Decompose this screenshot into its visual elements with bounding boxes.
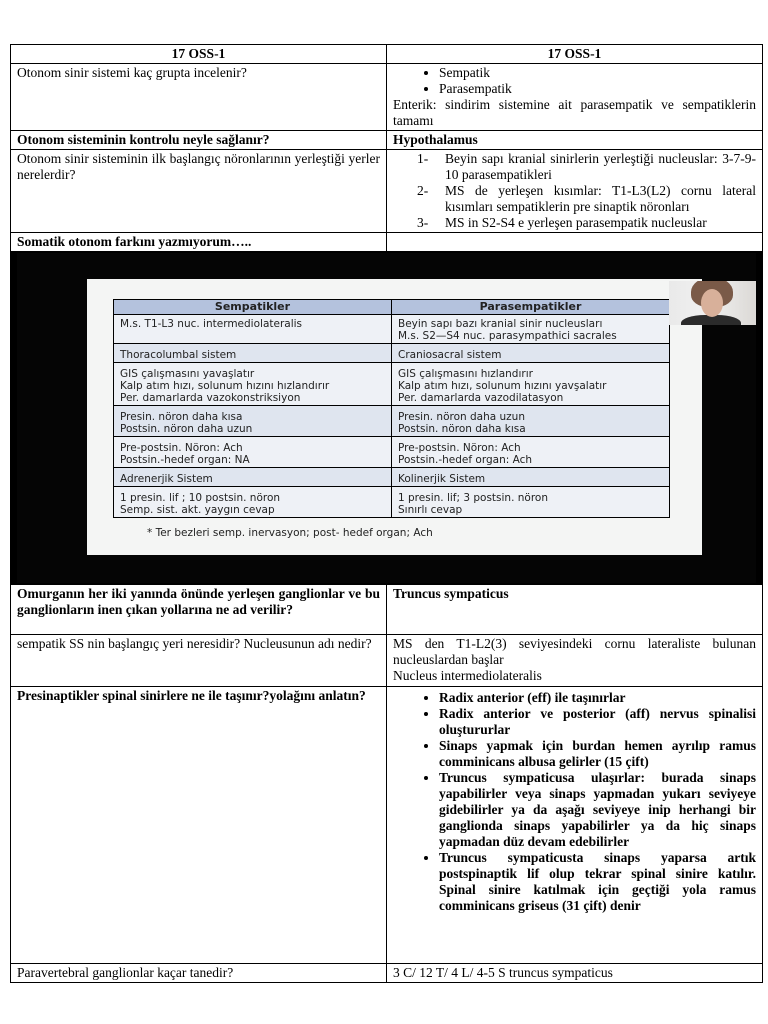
slide-screenshot <box>17 253 756 583</box>
slide-cell-parasympathetic: GIS çalışmasını hızlandırır Kalp atım hızı, solunum hızını yavşalatır Per. damarlarda vazodilatasyon <box>392 363 670 406</box>
slide-cell-sympathetic: Presin. nöron daha kısa Postsin. nöron daha uzun <box>114 406 392 437</box>
slide-cell-sympathetic: Thoracolumbal sistem <box>114 344 392 363</box>
question-cell: Presinaptikler spinal sinirlere ne ile taşınır?yolağını anlatın? <box>11 687 387 964</box>
slide-header-sympathetic: Sempatikler <box>114 300 392 315</box>
list-item: • Parasempatik <box>439 81 756 97</box>
answer-cell <box>387 64 763 131</box>
slide-header-parasympathetic: Parasempatikler <box>392 300 670 315</box>
answer-cell: Truncus sympaticus <box>387 585 763 635</box>
answer-cell <box>387 635 763 687</box>
answer-list <box>393 65 756 97</box>
question-cell: Otonom sinir sistemi kaç grupta incelenir? <box>11 64 387 131</box>
slide-cell-sympathetic: GIS çalışmasını yavaşlatır Kalp atım hızı, solunum hızını hızlandırır Per. damarlarda vazokonstriksiyon <box>114 363 392 406</box>
table-row <box>11 233 763 252</box>
list-item: • Truncus sympaticusa ulaşırlar: burada sinaps yapabilirler veya sinaps yapmadan yukarı seviyeye gidebilirler ya da aşağı seviyeye inip herhangi bir ganglionda sinaps yapabilirler ya da hiç sinaps yapmadan düz devam edebilirler <box>439 770 756 850</box>
question-cell: sempatik SS nin başlangıç yeri neresidir? Nucleusunun adı nedir? <box>11 635 387 687</box>
slide-cell-parasympathetic: Beyin sapı bazı kranial sinir nucleusları M.s. S2—S4 nuc. parasympathici sacrales <box>392 315 670 344</box>
list-item: • Sempatik <box>439 65 756 81</box>
list-item: • Sinaps yapmak için burdan hemen ayrılıp ramus comminicans albusa gelirler (15 çift) <box>439 738 756 770</box>
answer-cell: Hypothalamus <box>387 131 763 150</box>
answer-numbered-list <box>393 151 756 231</box>
slide-cell-sympathetic: Pre-postsin. Nöron: Ach Postsin.-hedef organ: NA <box>114 437 392 468</box>
slide-cell-sympathetic: M.s. T1-L3 nuc. intermediolateralis <box>114 315 392 344</box>
slide-table-row <box>114 437 670 468</box>
comparison-slide <box>87 279 702 555</box>
table-row <box>11 687 763 964</box>
column-header-right: 17 OSS-1 <box>387 45 763 64</box>
slide-cell-parasympathetic: Pre-postsin. Nöron: Ach Postsin.-hedef organ: Ach <box>392 437 670 468</box>
answer-list <box>393 688 756 914</box>
question-cell: Otonom sinir sisteminin ilk başlangıç nöronlarının yerleştiği yerler nerelerdir? <box>11 150 387 233</box>
table-row <box>11 585 763 635</box>
slide-table-row <box>114 468 670 487</box>
list-item: 1- Beyin sapı kranial sinirlerin yerleştiği nucleuslar: 3-7-9-10 parasempatikleri <box>417 151 756 182</box>
answer-cell <box>387 687 763 964</box>
list-item: 2- MS de yerleşen kısımlar: T1-L3(L2) cornu lateral kısımları sempatiklerin pre sinaptik nöronları <box>417 183 756 214</box>
question-cell: Paravertebral ganglionlar kaçar tanedir? <box>11 964 387 983</box>
slide-cell-parasympathetic: Kolinerjik Sistem <box>392 468 670 487</box>
answer-cell: 3 C/ 12 T/ 4 L/ 4-5 S truncus sympaticus <box>387 964 763 983</box>
slide-table-row <box>114 315 670 344</box>
slide-cell-sympathetic: 1 presin. lif ; 10 postsin. nöron Semp. sist. akt. yaygın cevap <box>114 487 392 518</box>
answer-text: Nucleus intermediolateralis <box>393 668 542 683</box>
list-item: 3- MS in S2-S4 e yerleşen parasempatik nucleuslar <box>417 215 707 230</box>
answer-cell <box>387 150 763 233</box>
slide-table-row <box>114 344 670 363</box>
comparison-table <box>113 299 670 518</box>
table-row <box>11 635 763 687</box>
slide-cell-sympathetic: Adrenerjik Sistem <box>114 468 392 487</box>
answer-text: MS den T1-L2(3) seviyesindeki cornu lateraliste bulunan nucleuslardan başlar <box>393 636 756 667</box>
list-item: • Truncus sympaticusta sinaps yaparsa artık postspinaptik lif olup tekrar spinal sinire katılır. Spinal sinire katılmak için geçtiği yola ramus comminicans griseus (31 çift) denir <box>439 850 756 914</box>
question-cell: Omurganın her iki yanında önünde yerleşen ganglionlar ve bu ganglionların inen çıkan yollarına ne ad verilir? <box>11 585 387 635</box>
slide-screenshot-cell <box>11 252 763 585</box>
question-cell: Otonom sisteminin kontrolu neyle sağlanır? <box>11 131 387 150</box>
slide-cell-parasympathetic: 1 presin. lif; 3 postsin. nöron Sınırlı cevap <box>392 487 670 518</box>
slide-footnote: * Ter bezleri semp. inervasyon; post- hedef organ; Ach <box>147 527 433 539</box>
list-item: • Radix anterior ve posterior (aff) nervus spinalisi oluştururlar <box>439 706 756 738</box>
answer-cell <box>387 233 763 252</box>
question-cell: Somatik otonom farkını yazmıyorum….. <box>11 233 387 252</box>
slide-table-row <box>114 363 670 406</box>
slide-cell-parasympathetic: Craniosacral sistem <box>392 344 670 363</box>
table-row <box>11 150 763 233</box>
slide-table-row <box>114 406 670 437</box>
slide-cell-parasympathetic: Presin. nöron daha uzun Postsin. nöron daha kısa <box>392 406 670 437</box>
answer-text: Enterik: sindirim sistemine ait parasempatik ve sempatiklerin tamamı <box>393 97 756 128</box>
table-row <box>11 964 763 983</box>
image-row <box>11 252 763 585</box>
column-header-left: 17 OSS-1 <box>11 45 387 64</box>
table-row <box>11 64 763 131</box>
qa-table <box>10 44 763 983</box>
table-row <box>11 131 763 150</box>
slide-table-row <box>114 487 670 518</box>
list-item: • Radix anterior (eff) ile taşınırlar <box>439 690 756 706</box>
presenter-webcam-thumbnail <box>669 281 756 325</box>
header-row <box>11 45 763 64</box>
